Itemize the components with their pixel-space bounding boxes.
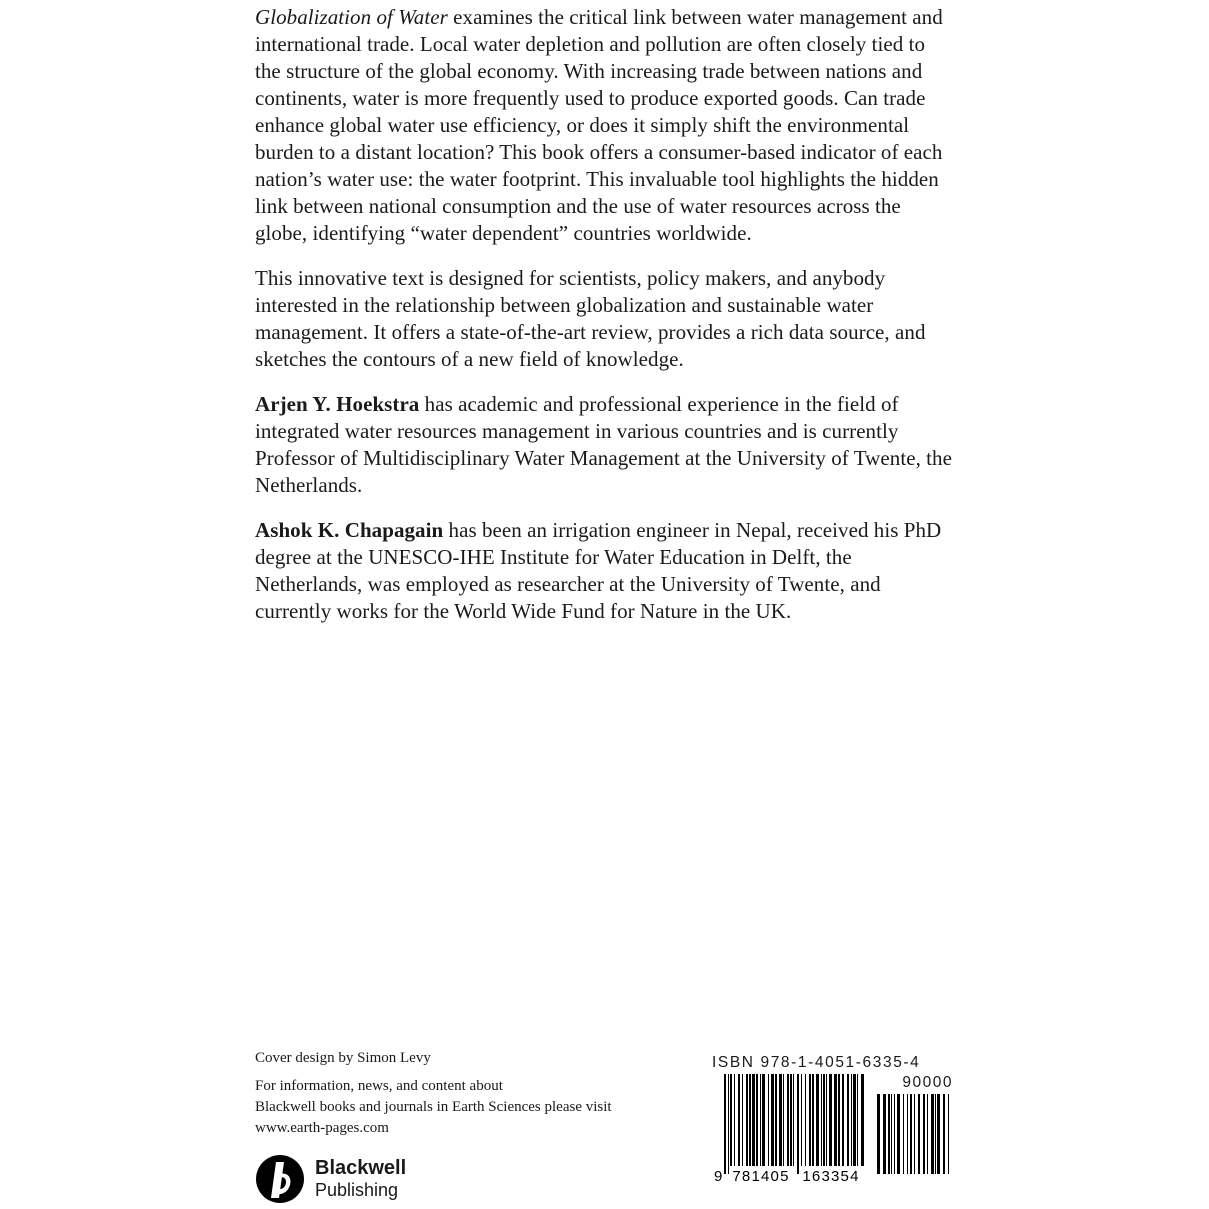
barcode-bar [775, 1074, 777, 1166]
barcode-bar [809, 1074, 811, 1166]
barcode-bar [838, 1074, 840, 1166]
cover-credit: Cover design by Simon Levy [255, 1050, 431, 1066]
barcode-bar [738, 1074, 740, 1166]
barcode-block [712, 1054, 957, 1187]
description-paragraph-2: This innovative text is designed for scientists, policy makers, and anybody interested in the relationship between globalization and sustainable water management. It offers a state-of-the-art review, provides a rich data source, and sketches the contours of a new field of knowledge. [255, 266, 926, 371]
ean-group-1: 781405 [732, 1168, 790, 1182]
barcode-bar [771, 1074, 774, 1166]
description-text-1: examines the critical link between water management and international trade. Local water depletion and pollution are often closely tied to the structure of the global economy. With increasing trade between nations and continents, water is more frequently used to produce exported goods. Can trade enhance global water use efficiency, or does it simply shift the environmental burden to a distant location? This book offers a consumer-based indicator of each nation’s water use: the water footprint. This invaluable tool highlights the hidden link between national consumption and the use of water resources across the globe, identifying “water dependent” countries worldwide. [255, 5, 943, 245]
barcode-bar [797, 1074, 799, 1174]
barcode-bar [779, 1074, 782, 1166]
publisher-name: Blackwell [315, 1157, 407, 1179]
addon-bar [903, 1094, 904, 1174]
barcode-bar [834, 1074, 837, 1166]
info-line-2: Blackwell books and journals in Earth Sciences please visit [255, 1099, 612, 1115]
barcode-bar [734, 1074, 735, 1166]
addon-bar [948, 1094, 949, 1174]
isbn-text: ISBN 978-1-4051-6335-4 [712, 1054, 921, 1071]
addon-bar [918, 1094, 920, 1174]
barcode-bar [730, 1074, 732, 1166]
barcode-bar [746, 1074, 748, 1166]
addon-bar [907, 1094, 908, 1174]
addon-bar [883, 1094, 886, 1174]
author-name-1: Arjen Y. Hoekstra [255, 392, 420, 416]
addon-bar [888, 1094, 890, 1174]
author-bio-1 [255, 391, 955, 499]
description-paragraph-1 [255, 4, 955, 247]
barcode-bar [801, 1074, 802, 1166]
book-title: Globalization of Water [255, 5, 448, 29]
barcode-bar [851, 1074, 852, 1166]
info-block [255, 1076, 675, 1139]
barcode-bar [756, 1074, 758, 1166]
addon-bar [937, 1094, 940, 1174]
addon-bar [935, 1094, 936, 1174]
addon-bar [910, 1094, 912, 1174]
author-bio-text-2: has been an irrigation engineer in Nepal, received his PhD degree at the UNESCO-IHE Institute for Water Education in Delft, the Netherlands, was employed as researcher at the University of Twente, and currently works for the World Wide Fund for Nature in the UK. [255, 518, 942, 623]
barcode-bar [821, 1074, 822, 1166]
addon-bar [923, 1094, 925, 1174]
barcode-bar [805, 1074, 806, 1166]
barcode-bar [816, 1074, 819, 1166]
description-block [255, 4, 955, 625]
info-line-1: For information, news, and content about [255, 1078, 503, 1094]
barcode-bar [762, 1074, 765, 1166]
addon-bar [931, 1094, 934, 1174]
author-bio-text-1: has academic and professional experience in the field of integrated water resources management in various countries and is currently Professor of Multidisciplinary Water Management at the University of Twente, the Netherlands. [255, 392, 952, 497]
addon-bar [894, 1094, 895, 1174]
author-bio-2 [255, 517, 955, 625]
barcode-bar [768, 1074, 769, 1166]
barcode-bar [783, 1074, 784, 1166]
addon-bar [891, 1094, 892, 1174]
addon-bar [897, 1094, 900, 1174]
ean-digit-first: 9 [714, 1168, 724, 1182]
barcode-bar [826, 1074, 827, 1166]
addon-bar [943, 1094, 945, 1174]
barcode-bar [857, 1074, 858, 1166]
barcode-bar [790, 1074, 792, 1166]
addon-bar [914, 1094, 915, 1174]
barcode-bar [853, 1074, 856, 1166]
publisher-sub: Publishing [315, 1180, 399, 1200]
barcode-bar [724, 1074, 726, 1174]
barcode-area [712, 1074, 957, 1187]
barcode-bar [749, 1074, 751, 1166]
publisher-wordmark [315, 1157, 406, 1201]
footer-credits [255, 1048, 675, 1139]
publisher-logo [255, 1154, 406, 1204]
barcode-bar [842, 1074, 844, 1166]
barcode-bar [787, 1074, 789, 1166]
addon-bar [927, 1094, 928, 1174]
author-name-2: Ashok K. Chapagain [255, 518, 444, 542]
barcode-bar [742, 1074, 743, 1166]
barcode-bar [752, 1074, 755, 1166]
info-url[interactable]: www.earth-pages.com [255, 1120, 389, 1136]
price-code: 90000 [902, 1074, 953, 1091]
barcode-bar [812, 1074, 814, 1166]
blackwell-b-logo-icon [255, 1154, 305, 1204]
barcode-bar [861, 1074, 864, 1166]
addon-bar [877, 1094, 880, 1174]
barcode-bar [760, 1074, 761, 1166]
barcode-bar [829, 1074, 832, 1166]
barcode-bar [823, 1074, 825, 1166]
ean-group-2: 163354 [802, 1168, 860, 1182]
barcode-bar [793, 1074, 794, 1166]
barcode-bar [728, 1074, 729, 1174]
barcode-bar [847, 1074, 849, 1166]
